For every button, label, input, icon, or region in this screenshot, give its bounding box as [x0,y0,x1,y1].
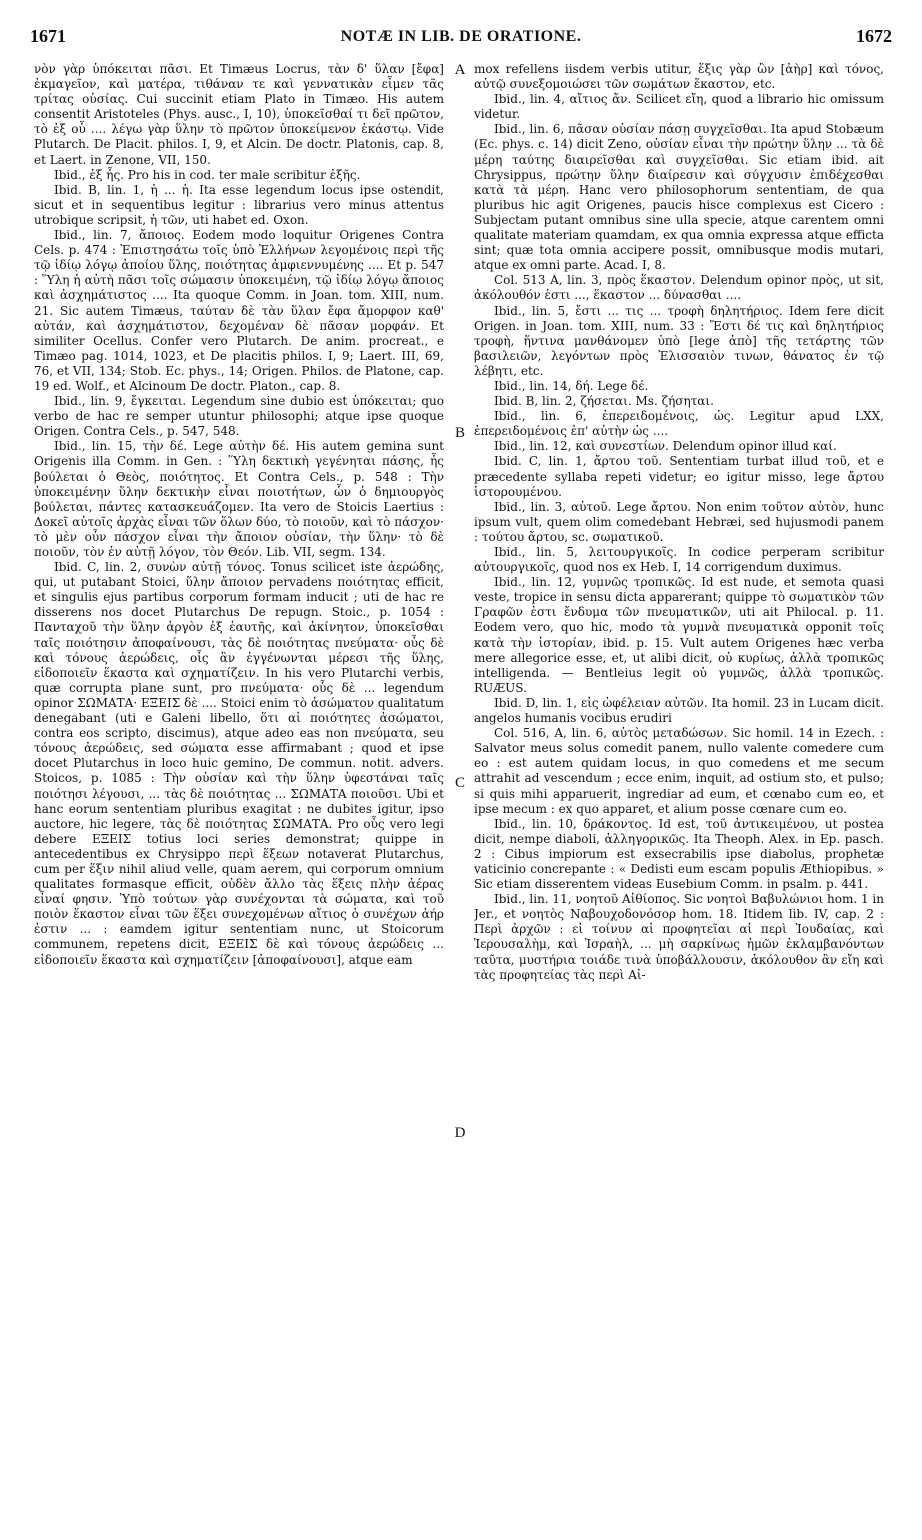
margin-letter-b: B [454,425,465,441]
note-paragraph: mox refellens iisdem verbis utitur, ἕξις γὰρ ὢν [ἀὴρ] καὶ τόνος, αὐτῷ συνεξομοιώσει τῶν σωμάτων ἕκαστον, etc. [474,62,884,92]
note-paragraph: Ibid. B, lin. 1, ἡ ... ἡ. Ita esse legendum locus ipse ostendit, sicut et in sequentibus legitur : librarius vero minus attentus utrobique scripsit, ἡ τῶν, uti habet ed. Oxon. [34,182,444,227]
note-paragraph: Ibid., lin. 4, αἴτιος ἄν. Scilicet εἴη, quod a librario hic omissum videtur. [474,92,884,122]
note-paragraph: Ibid., lin. 11, νοητοῦ Αἰθίοπος. Sic νοητοὶ Βαβυλώνιοι hom. 1 in Jer., et νοητὸς Ναβουχοδονόσορ hom. 18. Itidem lib. IV, cap. 2 : Περὶ ἀρχῶν : εἰ τοίνυν αἱ προφητεῖαι αἱ περὶ Ἰουδαίας, καὶ Ἱερουσαλὴμ, καὶ Ἰσραὴλ, ... μὴ σαρκίνως ἡμῶν ἐκλαμβανόντων ταῦτα, μυστήρια τοιάδε τινὰ ὑποβάλλουσιν, ἀκόλουθον ἂν εἴη καὶ τὰς προφητείας τὰς περὶ Αἰ- [474,892,884,982]
note-paragraph: Ibid., lin. 15, τὴν δέ. Lege αὐτὴν δέ. His autem gemina sunt Origenis illa Comm. in Gen. : Ὕλη δεκτικὴ γεγένηται πάσης, ἧς βούλεται ὁ Θεὸς, ποιότητος. Et Contra Cels., p. 548 : Τὴν ὑποκειμένην ὕλην δεκτικὴν εἶναι ποιοτήτων, ὧν ὁ δημιουργὸς βούλεται, πάντες κατασκευάζομεν. Ita vero de Stoicis Laertius : Δοκεῖ αὐτοῖς ἀρχὰς εἶναι τῶν ὅλων δύο, τὸ ποιοῦν, καὶ τὸ πάσχον· τὸ μὲν οὖν πάσχον εἶναι τὴν ἄποιον οὐσίαν, τὴν ὕλην· τὸ δὲ ποιοῦν, τὸν ἐν αὐτῇ λόγον, τὸν Θεόν. Lib. VII, segm. 134. [34,439,444,559]
right-column [474,62,884,1522]
note-paragraph: Ibid., lin. 7, ἄποιος. Eodem modo loquitur Origenes Contra Cels. p. 474 : Ἐπιστησάτω τοῖς ὑπὸ Ἑλλήνων λεγομένοις περὶ τῆς τῷ ἰδίῳ λόγῳ ἀποίου ὕλης, ποιότητας ἀμφιεννυμένης .... Et p. 547 : Ὕλη ἡ αὐτὴ πᾶσι τοῖς σώμασιν ὑποκειμένη, τῷ ἰδίῳ λόγῳ ἄποιος καὶ ἀσχημάτιστος .... Ita quoque Comm. in Joan. tom. XIII, num. 21. Sic autem Timæus, ταύταν δὲ τὰν ὕλαν ἔφα ἄμορφον καθ' αὑτάν, καὶ ἀσχημάτιστον, δεχομέναν δὲ πᾶσαν μορφάν. Et similiter Ocellus. Confer vero Plutarch. De anim. procreat., e Timæo pag. 1014, 1023, et De placitis philos. I, 9; Laert. III, 69, 76, et VII, 134; Stob. Ec. phys., 14; Origen. Philos. de Platone, cap. 19 ed. Wolf., et Alcinoum De doctr. Platon., cap. 8. [34,228,444,393]
right-page-number: 1672 [856,26,892,46]
note-paragraph: Ibid. D, lin. 1, εἰς ὠφέλειαν αὐτῶν. Ita homil. 23 in Lucam dicit. angelos humanis vocibus erudiri [474,695,884,726]
left-page-number: 1671 [30,26,66,46]
note-paragraph: Ibid., lin. 6, ἐπερειδομένοις, ὡς. Legitur apud LXX, ἐπερειδομένοις ἐπ' αὐτὴν ὡς .... [474,409,884,439]
note-paragraph: νὸν γὰρ ὑπόκειται πᾶσι. Et Timæus Locrus, τὰν δ' ὕλαν [ἔφα] ἐκμαγεῖον, καὶ ματέρα, τιθάναν τε καὶ γεννατικὰν εἶμεν τᾶς τρίτας οὐσίας. Cui succinit etiam Plato in Timæo. His autem consentit Aristoteles (Phys. ausc., I, 10), ὑποκεῖσθαί τι δεῖ πρῶτον, τὸ ἐξ οὗ .... λέγω γὰρ ὕλην τὸ πρῶτον ὑποκείμενον ἑκάστῳ. Vide Plutarch. De Placit. philos. I, 9, et Alcin. De doctr. Platonis, cap. 8, et Laert. in Zenone, VII, 150. [34,62,444,167]
note-paragraph: Ibid., lin. 5, ἔστι ... τις ... τροφὴ δηλητήριος. Idem fere dicit Origen. in Joan. tom. XIII, num. 33 : Ἔστι δέ τις καὶ δηλητήριος τροφὴ, ἥντινα μανθάνομεν ὑπὸ [lege ἀπὸ] τῆς τετάρτης τῶν βασιλειῶν, λεγόντων πρὸς Ἐλισσαιὸν τινων, θάνατος ἐν τῷ λέβητι, etc. [474,303,884,378]
note-paragraph: Ibid., lin. 9, ἔγκειται. Legendum sine dubio est ὑπόκειται; quo verbo de hac re semper utuntur philosophi; atque ipse quoque Origen. Contra Cels., p. 547, 548. [34,394,444,439]
note-paragraph: Col. 513 A, lin. 3, πρὸς ἕκαστον. Delendum opinor πρὸς, ut sit, ἀκόλουθόν ἐστι ..., ἕκαστον ... δύνασθαι .... [474,273,884,303]
note-paragraph: Ibid. B, lin. 2, ζήσεται. Ms. ζήσηται. [494,394,714,409]
margin-letter-c: C [454,775,465,791]
note-paragraph: Col. 516, A, lin. 6, αὐτὸς μεταδώσων. Sic homil. 14 in Ezech. : Salvator meus solus comedit panem, nullo valente comedere cum eo : est autem quidam locus, in quo comedens et me secum attrahit ad vescendum ; ecce enim, inquit, ad ostium sto, et pulso; si quis mihi apparuerit, ingrediar ad eum, et cœnabo cum eo, et ipse mecum : ex quo apparet, et alium posse cœnare cum eo. [474,726,884,816]
note-paragraph: Ibid., lin. 10, δράκοντος. Id est, τοῦ ἀντικειμένου, ut postea dicit, nempe diaboli, ἀλληγορικῶς. Ita Theoph. Alex. in Ep. pasch. 2 : Cibus impiorum est exsecrabilis ipse diabolus, prophetæ vaticinio concrepante : « Dedisti eum escam populis Æthiopibus. » Sic etiam disserentem videas Eusebium Comm. in psalm. p. 441. [474,816,884,892]
page-header [30,26,892,52]
note-paragraph: Ibid. C, lin. 2, συνὼν αὐτῇ τόνος. Tonus scilicet iste ἀερώδης, qui, ut putabant Stoici, ὕλην ἄποιον pervadens ποιότητας efficit, et singulis ejus partibus corporum formam inducit ; uti de hac re disserens nos docet Plutarchus De repugn. Stoic., p. 1054 : Πανταχοῦ τὴν ὕλην ἀργὸν ἐξ ἑαυτῆς, καὶ ἀκίνητον, ὑποκεῖσθαι ταῖς ποιότησιν ἀποφαίνουσι, τὰς δὲ ποιότητας πνεύματα· οὗς δὲ καὶ τόνους ἀερώδεις, οἷς ἂν ἐγγένωνται μέρεσι τῆς ὕλης, εἰδοποιεῖν ἕκαστα καὶ σχηματίζειν. In his vero Plutarchi verbis, quæ corrupta plane sunt, pro πνεύματα· οὗς δὲ ... legendum opinor ΣΩΜΑΤΑ· ΕΞΕΙΣ δὲ .... Stoici enim τὸ ἀσώματον qualitatum denegabant (uti e Galeni libello, ὅτι αἱ ποιότητες ἀσώματοι, contra eos scripto, discimus), atque adeo eas non πνεύματα, seu τόνους ἀερώδεις, sed σώματα esse affirmabant ; quod et ipse docet Plutarchus in loco huic gemino, De commun. notit. advers. Stoicos, p. 1085 : Τὴν οὐσίαν καὶ τὴν ὕλην ὑφεστάναι ταῖς ποιότησι λέγουσι, ... τὰς δὲ ποιότητας ... ΣΩΜΑΤΑ ποιοῦσι. Ubi et hanc eorum sententiam pluribus exagitat : ne dubites igitur, ipso auctore, hic legere, τὰς δὲ ποιότητας ΣΩΜΑΤΑ. Pro οὗς vero legi debere ΕΞΕΙΣ totius loci series demonstrat; quippe in antecedentibus ex Chrysippo περὶ ἕξεων notaverat Plutarchus, cum per ἕξιν nihil aliud velle, quam aerem, qui corporum omnium qualitates formasque efficit, οὐδὲν ἄλλο τὰς ἕξεις πλὴν ἀέρας εἶναί φησιν. Ὑπὸ τούτων γὰρ συνέχονται τὰ σώματα, καὶ τοῦ ποιὸν ἕκαστον εἶναι τῶν ἕξει συνεχομένων αἴτιος ὁ συνέχων ἀήρ ἐστιν ... : eamdem igitur sententiam nunc, ut Stoicorum communem, repetens dicit, ΕΞΕΙΣ δὲ καὶ τόνους ἀερώδεις ... εἰδοποιεῖν ἕκαστα καὶ σχηματίζειν [ἀποφαίνουσι], atque eam [34,560,444,967]
margin-letter-a: A [454,62,466,78]
note-paragraph: Ibid., lin. 12, γυμνῶς τροπικῶς. Id est nude, et semota quasi veste, tropice in sensu dicta apparerant; quippe τὸ σωματικὸν τῶν Γραφῶν ἐστι ἔνδυμα τῶν πνευματικῶν, uti ait Philocal. p. 11. Eodem vero, quo hic, modo τὰ γυμνὰ πνευματικὰ opponit τοῖς κατὰ τὴν ἱστορίαν, ibid. p. 15. Vult autem Origenes hæc verba mere allegorice esse, et, ut alibi dicit, οὐ κυρίως, ἀλλὰ τροπικῶς intelligenda. — Bentleius legit οὐ γυμνῶς, ἀλλὰ τροπικῶς. RUÆUS. [474,575,884,695]
note-paragraph: Ibid., lin. 14, δή. Lege δέ. [494,378,649,393]
note-paragraph: Ibid., ἐξ ἧς. Pro his in cod. ter male scribitur ἐξῆς. [54,167,361,182]
note-paragraph: Ibid., lin. 12, καὶ συνεστίων. Delendum opinor illud καί. [494,439,837,454]
note-paragraph: Ibid. C, lin. 1, ἄρτου τοῦ. Sententiam turbat illud τοῦ, et e præcedente syllaba repeti videtur; eo igitur misso, lege ἄρτου ἱστορουμένου. [474,454,884,499]
left-column [34,62,444,1522]
margin-letter-d: D [454,1125,466,1141]
running-title: NOTÆ IN LIB. DE ORATIONE. [340,28,582,45]
note-paragraph: Ibid., lin. 3, αὐτοῦ. Lege ἄρτου. Non enim τοῦτον αὐτὸν, hunc ipsum vult, quem olim comedebant Hebræi, sed hujusmodi panem : τούτου ἄρτου, sc. σωματικοῦ. [474,499,884,544]
note-paragraph: Ibid., lin. 5, λειτουργικοῖς. In codice perperam scribitur αὐτουργικοῖς, quod nos ex Heb. I, 14 corrigendum duximus. [474,545,884,575]
note-paragraph: Ibid., lin. 6, πᾶσαν οὐσίαν πάσῃ συγχεῖσθαι. Ita apud Stobæum (Ec. phys. c. 14) dicit Zeno, οὐσίαν εἶναι τὴν πρώτην ὕλην ... τὰ δὲ μέρη ταύτης διαιρεῖσθαι καὶ συγχεῖσθαι. Sic etiam ibid. ait Chrysippus, πρώτην ὕλην διαίρεσιν καὶ σύγχυσιν ἐπιδέχεσθαι κατὰ τὰ μέρη. Hanc vero philosophorum sententiam, de qua pluribus hic agit Origenes, paucis hisce complexus est Cicero : Subjectam putant omnibus sine ulla specie, atque carentem omni qualitate materiam quamdam, ex qua omnia expressa atque efficta sint; quæ tota omnia accipere possit, omnibusque modis mutari, atque ex omni parte. Acad. I, 8. [474,122,884,273]
